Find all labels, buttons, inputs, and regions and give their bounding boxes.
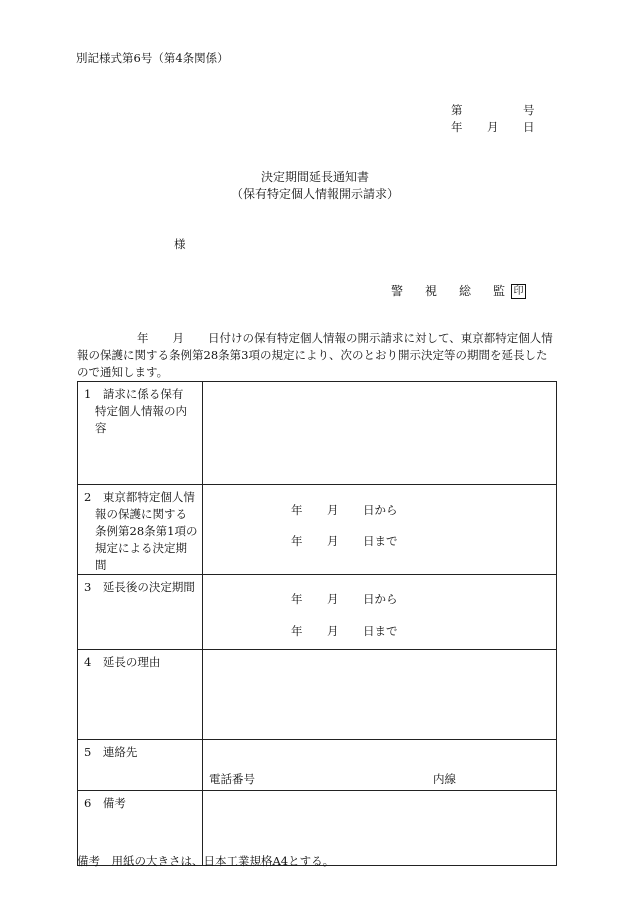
sender — [391, 282, 526, 299]
date-until-line: 年 月 日まで — [291, 534, 398, 548]
decision-period-cell[interactable] — [203, 485, 557, 575]
phone-label: 電話番号 — [209, 772, 255, 786]
document-number — [451, 102, 535, 118]
reason-cell[interactable] — [203, 650, 557, 740]
table-row — [78, 740, 557, 791]
date-day: 日 — [523, 120, 535, 134]
intro-month: 月 — [172, 331, 184, 345]
extension-table — [77, 381, 557, 866]
issue-date — [451, 119, 535, 135]
table-row — [78, 650, 557, 740]
sender-char: 監 — [493, 284, 506, 298]
row-label: 3 延長後の決定期間 — [78, 575, 203, 650]
document-title: 決定期間延長通知書 — [260, 170, 369, 184]
content-cell[interactable] — [203, 382, 557, 485]
row-label: 5 連絡先 — [78, 740, 203, 791]
sender-char: 視 — [425, 284, 438, 298]
contact-cell[interactable] — [203, 740, 557, 791]
row-label: 2 東京都特定個人情 報の保護に関する条例第28条第1項の規定による決定期間 — [78, 485, 203, 575]
table-row — [78, 575, 557, 650]
document-subtitle: （保有特定個人情報開示請求） — [230, 187, 399, 201]
date-from-line: 年 月 日から — [291, 592, 398, 606]
row-label: 1 請求に係る保有 特定個人情報の内容 — [78, 382, 203, 485]
date-month: 月 — [487, 120, 499, 134]
extended-period-cell[interactable] — [203, 575, 557, 650]
row-label: 6 備考 — [78, 791, 203, 866]
footer-note: 備考 用紙の大きさは、日本工業規格A4とする。 — [77, 854, 335, 868]
table-row — [78, 485, 557, 575]
intro-paragraph — [77, 330, 557, 381]
number-prefix: 第 — [451, 103, 463, 117]
date-until-line: 年 月 日まで — [291, 624, 398, 638]
date-year: 年 — [451, 120, 463, 134]
extension-label: 内線 — [433, 772, 456, 786]
sender-char: 警 — [391, 284, 404, 298]
addressee-honorific: 様 — [174, 237, 186, 251]
number-suffix: 号 — [523, 103, 535, 117]
intro-year: 年 — [137, 331, 149, 345]
date-from-line: 年 月 日から — [291, 503, 398, 517]
intro-text: 日付けの保有特定個人情報の開示請求に対して、東京都特定個人情報の保護に関する条例第28条第3項の規定により、次のとおり開示決定等の期間を延長したので通知します。 — [77, 331, 553, 379]
seal-mark: 印 — [511, 284, 526, 299]
table-row — [78, 382, 557, 485]
form-id: 別記様式第6号（第4条関係） — [76, 51, 229, 65]
sender-char: 総 — [459, 284, 472, 298]
row-label: 4 延長の理由 — [78, 650, 203, 740]
